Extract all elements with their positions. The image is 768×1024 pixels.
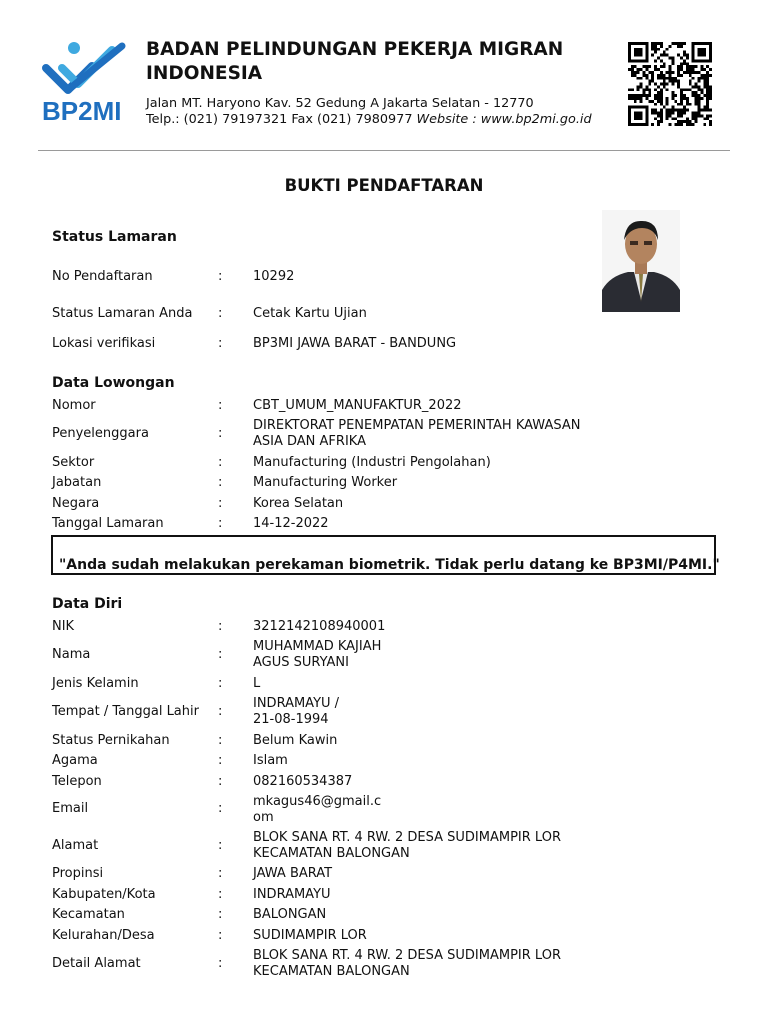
label-nomor: Nomor xyxy=(52,398,96,413)
applicant-photo xyxy=(602,210,680,312)
document-title: BUKTI PENDAFTARAN xyxy=(284,176,484,195)
separator: : xyxy=(218,801,223,816)
separator: : xyxy=(218,733,223,748)
value-tanggal-lamaran: 14-12-2022 xyxy=(253,516,329,531)
label-detail-alamat: Detail Alamat xyxy=(52,956,141,971)
value-nik: 3212142108940001 xyxy=(253,619,386,634)
separator: : xyxy=(218,496,223,511)
label-agama: Agama xyxy=(52,753,98,768)
separator: : xyxy=(218,336,223,351)
label-jenis-kelamin: Jenis Kelamin xyxy=(52,676,139,691)
value-telepon: 082160534387 xyxy=(253,774,353,789)
contact-line xyxy=(146,112,592,128)
value-line: BLOK SANA RT. 4 RW. 2 DESA SUDIMAMPIR LOR xyxy=(253,948,561,963)
separator: : xyxy=(218,306,223,321)
value-status-lamaran-anda: Cetak Kartu Ujian xyxy=(253,306,367,321)
value-line: ASIA DAN AFRIKA xyxy=(253,434,366,449)
svg-text:BP2MI: BP2MI xyxy=(42,96,122,124)
value-lokasi-verifikasi: BP3MI JAWA BARAT - BANDUNG xyxy=(253,336,457,351)
value-jabatan: Manufacturing Worker xyxy=(253,475,398,490)
separator: : xyxy=(218,956,223,971)
value-detail-alamat xyxy=(253,948,613,980)
value-penyelenggara xyxy=(253,418,613,450)
label-kecamatan: Kecamatan xyxy=(52,907,125,922)
section-status-lamaran: Status Lamaran xyxy=(52,229,177,245)
value-status-pernikahan: Belum Kawin xyxy=(253,733,338,748)
value-line: AGUS SURYANI xyxy=(253,655,349,670)
label-kabupaten-kota: Kabupaten/Kota xyxy=(52,887,156,902)
label-tanggal-lamaran: Tanggal Lamaran xyxy=(52,516,164,531)
value-email xyxy=(253,794,613,826)
separator: : xyxy=(218,426,223,441)
value-alamat xyxy=(253,830,613,862)
value-no-pendaftaran: 10292 xyxy=(253,269,295,284)
value-line: mkagus46@gmail.c xyxy=(253,794,382,809)
website-link[interactable]: Website : www.bp2mi.go.id xyxy=(416,112,592,127)
logo-mark-icon xyxy=(40,38,136,124)
value-sektor: Manufacturing (Industri Pengolahan) xyxy=(253,455,491,470)
label-propinsi: Propinsi xyxy=(52,866,104,881)
qr-code-icon xyxy=(626,42,714,126)
separator: : xyxy=(218,455,223,470)
value-line: BLOK SANA RT. 4 RW. 2 DESA SUDIMAMPIR LOR xyxy=(253,830,561,845)
label-jabatan: Jabatan xyxy=(52,475,102,490)
separator: : xyxy=(218,866,223,881)
value-line: MUHAMMAD KAJIAH xyxy=(253,639,382,654)
separator: : xyxy=(218,753,223,768)
value-nama xyxy=(253,639,613,671)
separator: : xyxy=(218,269,223,284)
person-photo-icon xyxy=(602,210,680,312)
value-kelurahan-desa: SUDIMAMPIR LOR xyxy=(253,928,367,943)
label-tempat-tanggal-lahir: Tempat / Tanggal Lahir xyxy=(52,704,199,719)
value-line: KECAMATAN BALONGAN xyxy=(253,964,410,979)
label-status-pernikahan: Status Pernikahan xyxy=(52,733,170,748)
biometric-notice: "Anda sudah melakukan perekaman biometrik. Tidak perlu datang ke BP3MI/P4MI." xyxy=(51,535,716,575)
label-status-lamaran-anda: Status Lamaran Anda xyxy=(52,306,193,321)
separator: : xyxy=(218,704,223,719)
label-negara: Negara xyxy=(52,496,100,511)
value-jenis-kelamin: L xyxy=(253,676,261,691)
label-email: Email xyxy=(52,801,89,816)
label-lokasi-verifikasi: Lokasi verifikasi xyxy=(52,336,156,351)
value-nomor: CBT_UMUM_MANUFAKTUR_2022 xyxy=(253,398,462,413)
separator: : xyxy=(218,887,223,902)
value-negara: Korea Selatan xyxy=(253,496,344,511)
label-alamat: Alamat xyxy=(52,838,99,853)
organization-name: BADAN PELINDUNGAN PEKERJA MIGRAN INDONESIA xyxy=(146,39,564,84)
header-divider xyxy=(38,150,730,151)
value-line: om xyxy=(253,810,274,825)
value-line: KECAMATAN BALONGAN xyxy=(253,846,410,861)
label-kelurahan-desa: Kelurahan/Desa xyxy=(52,928,155,943)
separator: : xyxy=(218,516,223,531)
separator: : xyxy=(218,647,223,662)
value-line: DIREKTORAT PENEMPATAN PEMERINTAH KAWASAN xyxy=(253,418,581,433)
value-kabupaten-kota: INDRAMAYU xyxy=(253,887,331,902)
separator: : xyxy=(218,907,223,922)
bp2mi-logo xyxy=(40,38,136,124)
phone-fax: Telp.: (021) 79197321 Fax (021) 7980977 xyxy=(146,112,417,127)
section-data-diri: Data Diri xyxy=(52,596,123,612)
separator: : xyxy=(218,619,223,634)
label-telepon: Telepon xyxy=(52,774,102,789)
separator: : xyxy=(218,676,223,691)
value-propinsi: JAWA BARAT xyxy=(253,866,333,881)
label-nama: Nama xyxy=(52,647,91,662)
separator: : xyxy=(218,774,223,789)
organization-address xyxy=(146,96,592,128)
value-line: 21-08-1994 xyxy=(253,712,329,727)
label-penyelenggara: Penyelenggara xyxy=(52,426,149,441)
value-agama: Islam xyxy=(253,753,288,768)
value-line: INDRAMAYU / xyxy=(253,696,340,711)
separator: : xyxy=(218,475,223,490)
separator: : xyxy=(218,928,223,943)
address-line: Jalan MT. Haryono Kav. 52 Gedung A Jakarta Selatan - 12770 xyxy=(146,96,534,111)
section-data-lowongan: Data Lowongan xyxy=(52,375,175,391)
separator: : xyxy=(218,838,223,853)
label-no-pendaftaran: No Pendaftaran xyxy=(52,269,153,284)
value-kecamatan: BALONGAN xyxy=(253,907,327,922)
value-tempat-tanggal-lahir xyxy=(253,696,613,728)
separator: : xyxy=(218,398,223,413)
label-sektor: Sektor xyxy=(52,455,95,470)
label-nik: NIK xyxy=(52,619,75,634)
